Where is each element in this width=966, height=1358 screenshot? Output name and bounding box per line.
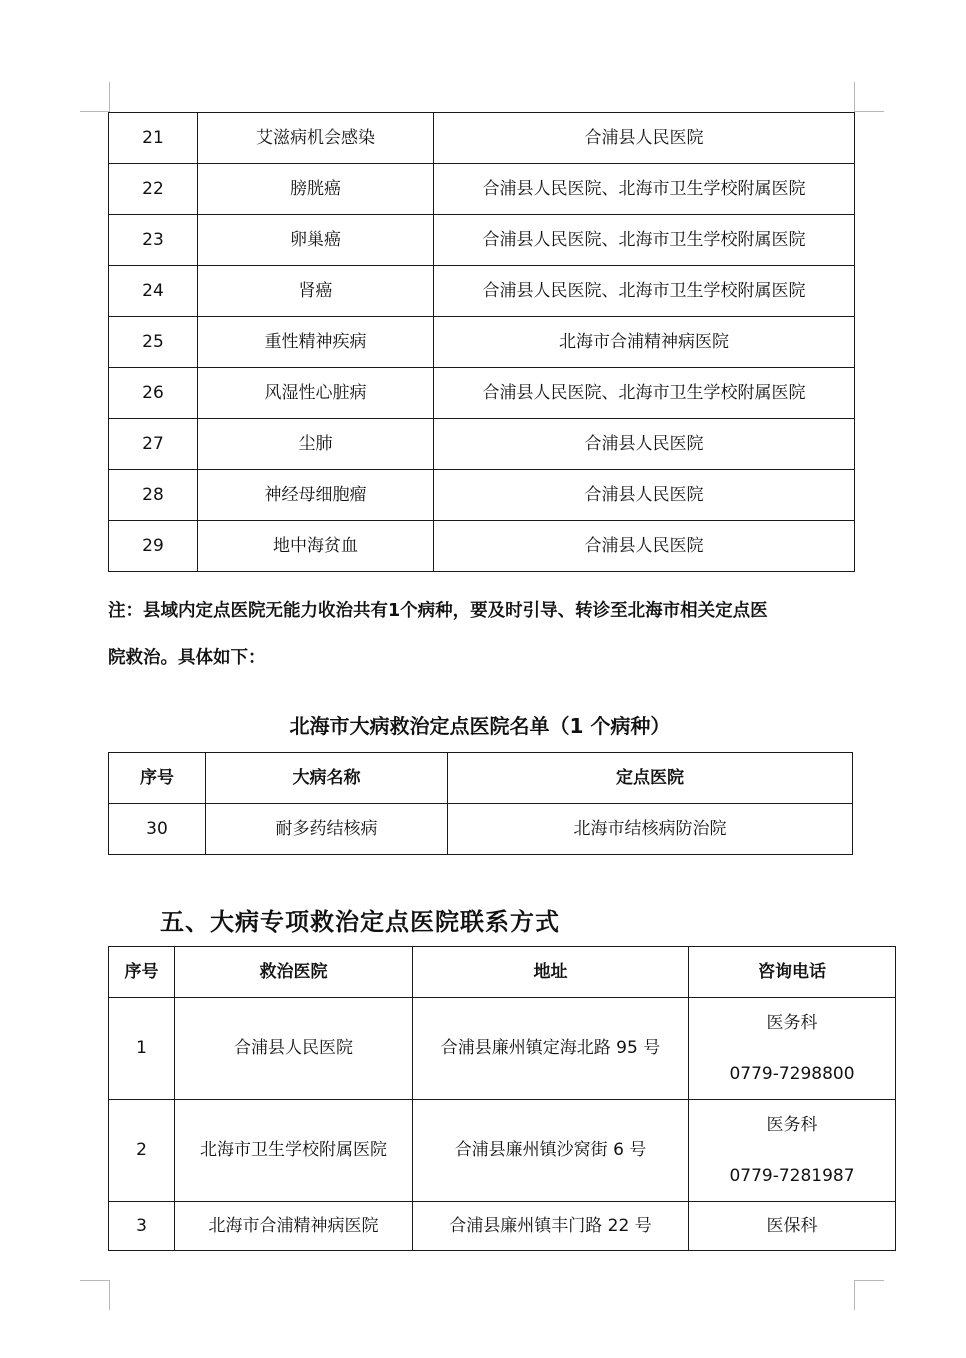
table-row — [109, 317, 855, 368]
crop-mark-top-right-h — [854, 111, 884, 112]
table-row — [109, 368, 855, 419]
row-number: 1 — [109, 998, 175, 1100]
crop-mark-bottom-right-v — [854, 1280, 855, 1310]
header-number: 序号 — [109, 753, 206, 804]
contact-table — [108, 946, 896, 1251]
header-disease: 大病名称 — [206, 753, 448, 804]
beihai-hospital-table — [108, 752, 853, 855]
hospital-name: 合浦县人民医院 — [434, 113, 855, 164]
header-hospital: 定点医院 — [448, 753, 853, 804]
header-number: 序号 — [109, 947, 175, 998]
hospital-name: 合浦县人民医院、北海市卫生学校附属医院 — [434, 215, 855, 266]
row-number: 29 — [109, 521, 198, 572]
crop-mark-bottom-right-h — [854, 1280, 884, 1281]
disease-name: 耐多药结核病 — [206, 804, 448, 855]
table-row — [109, 998, 896, 1100]
row-number: 26 — [109, 368, 198, 419]
row-number: 24 — [109, 266, 198, 317]
phone-number: 0779-7298800 — [729, 1063, 855, 1084]
row-number: 23 — [109, 215, 198, 266]
contact-cell — [689, 998, 896, 1100]
hospital-name: 合浦县人民医院、北海市卫生学校附属医院 — [434, 368, 855, 419]
table-row — [109, 164, 855, 215]
header-hospital: 救治医院 — [175, 947, 413, 998]
crop-mark-top-right-v — [854, 82, 855, 112]
table-row — [109, 419, 855, 470]
row-number: 28 — [109, 470, 198, 521]
note-line-1: 注：县域内定点医院无能力收治共有1个病种，要及时引导、转诊至北海市相关定点医 — [108, 601, 768, 621]
disease-name: 卵巢癌 — [198, 215, 434, 266]
note-line-2: 院救治。具体如下： — [108, 648, 266, 668]
row-number: 25 — [109, 317, 198, 368]
table-row — [109, 215, 855, 266]
table-row — [109, 266, 855, 317]
hospital-name: 合浦县人民医院、北海市卫生学校附属医院 — [434, 266, 855, 317]
address: 合浦县廉州镇沙窝街 6 号 — [413, 1100, 689, 1202]
row-number: 3 — [109, 1202, 175, 1251]
hospital-name: 北海市结核病防治院 — [448, 804, 853, 855]
row-number: 2 — [109, 1100, 175, 1202]
contact-cell — [689, 1202, 896, 1251]
table-row — [109, 804, 853, 855]
hospital-name: 北海市卫生学校附属医院 — [175, 1100, 413, 1202]
crop-mark-top-left-v — [109, 82, 110, 112]
contact-cell — [689, 1100, 896, 1202]
disease-name: 尘肺 — [198, 419, 434, 470]
hospital-name: 合浦县人民医院 — [434, 521, 855, 572]
county-hospital-table — [108, 112, 855, 572]
header-address: 地址 — [413, 947, 689, 998]
row-number: 21 — [109, 113, 198, 164]
table-row — [109, 470, 855, 521]
crop-mark-bottom-left-h — [80, 1280, 110, 1281]
disease-name: 肾癌 — [198, 266, 434, 317]
crop-mark-bottom-left-v — [109, 1280, 110, 1310]
department: 医务科 — [766, 1115, 818, 1136]
row-number: 30 — [109, 804, 206, 855]
phone-number: 0779-7281987 — [729, 1165, 855, 1186]
disease-name: 风湿性心脏病 — [198, 368, 434, 419]
hospital-name: 北海市合浦精神病医院 — [175, 1202, 413, 1251]
table-header-row — [109, 947, 896, 998]
row-number: 22 — [109, 164, 198, 215]
hospital-name: 合浦县人民医院 — [434, 470, 855, 521]
table-row — [109, 521, 855, 572]
hospital-name: 合浦县人民医院、北海市卫生学校附属医院 — [434, 164, 855, 215]
table-row — [109, 113, 855, 164]
address: 合浦县廉州镇丰门路 22 号 — [413, 1202, 689, 1251]
disease-name: 膀胱癌 — [198, 164, 434, 215]
crop-mark-top-left-h — [80, 111, 110, 112]
disease-name: 艾滋病机会感染 — [198, 113, 434, 164]
disease-name: 神经母细胞瘤 — [198, 470, 434, 521]
hospital-name: 合浦县人民医院 — [434, 419, 855, 470]
table-row — [109, 1202, 896, 1251]
department: 医保科 — [766, 1215, 818, 1236]
beihai-table-caption: 北海市大病救治定点医院名单（1 个病种） — [289, 714, 671, 738]
department: 医务科 — [766, 1013, 818, 1034]
header-phone: 咨询电话 — [689, 947, 896, 998]
row-number: 27 — [109, 419, 198, 470]
address: 合浦县廉州镇定海北路 95 号 — [413, 998, 689, 1100]
disease-name: 地中海贫血 — [198, 521, 434, 572]
disease-name: 重性精神疾病 — [198, 317, 434, 368]
section-five-title: 五、大病专项救治定点医院联系方式 — [160, 908, 560, 936]
hospital-name: 合浦县人民医院 — [175, 998, 413, 1100]
table-header-row — [109, 753, 853, 804]
table-row — [109, 1100, 896, 1202]
hospital-name: 北海市合浦精神病医院 — [434, 317, 855, 368]
